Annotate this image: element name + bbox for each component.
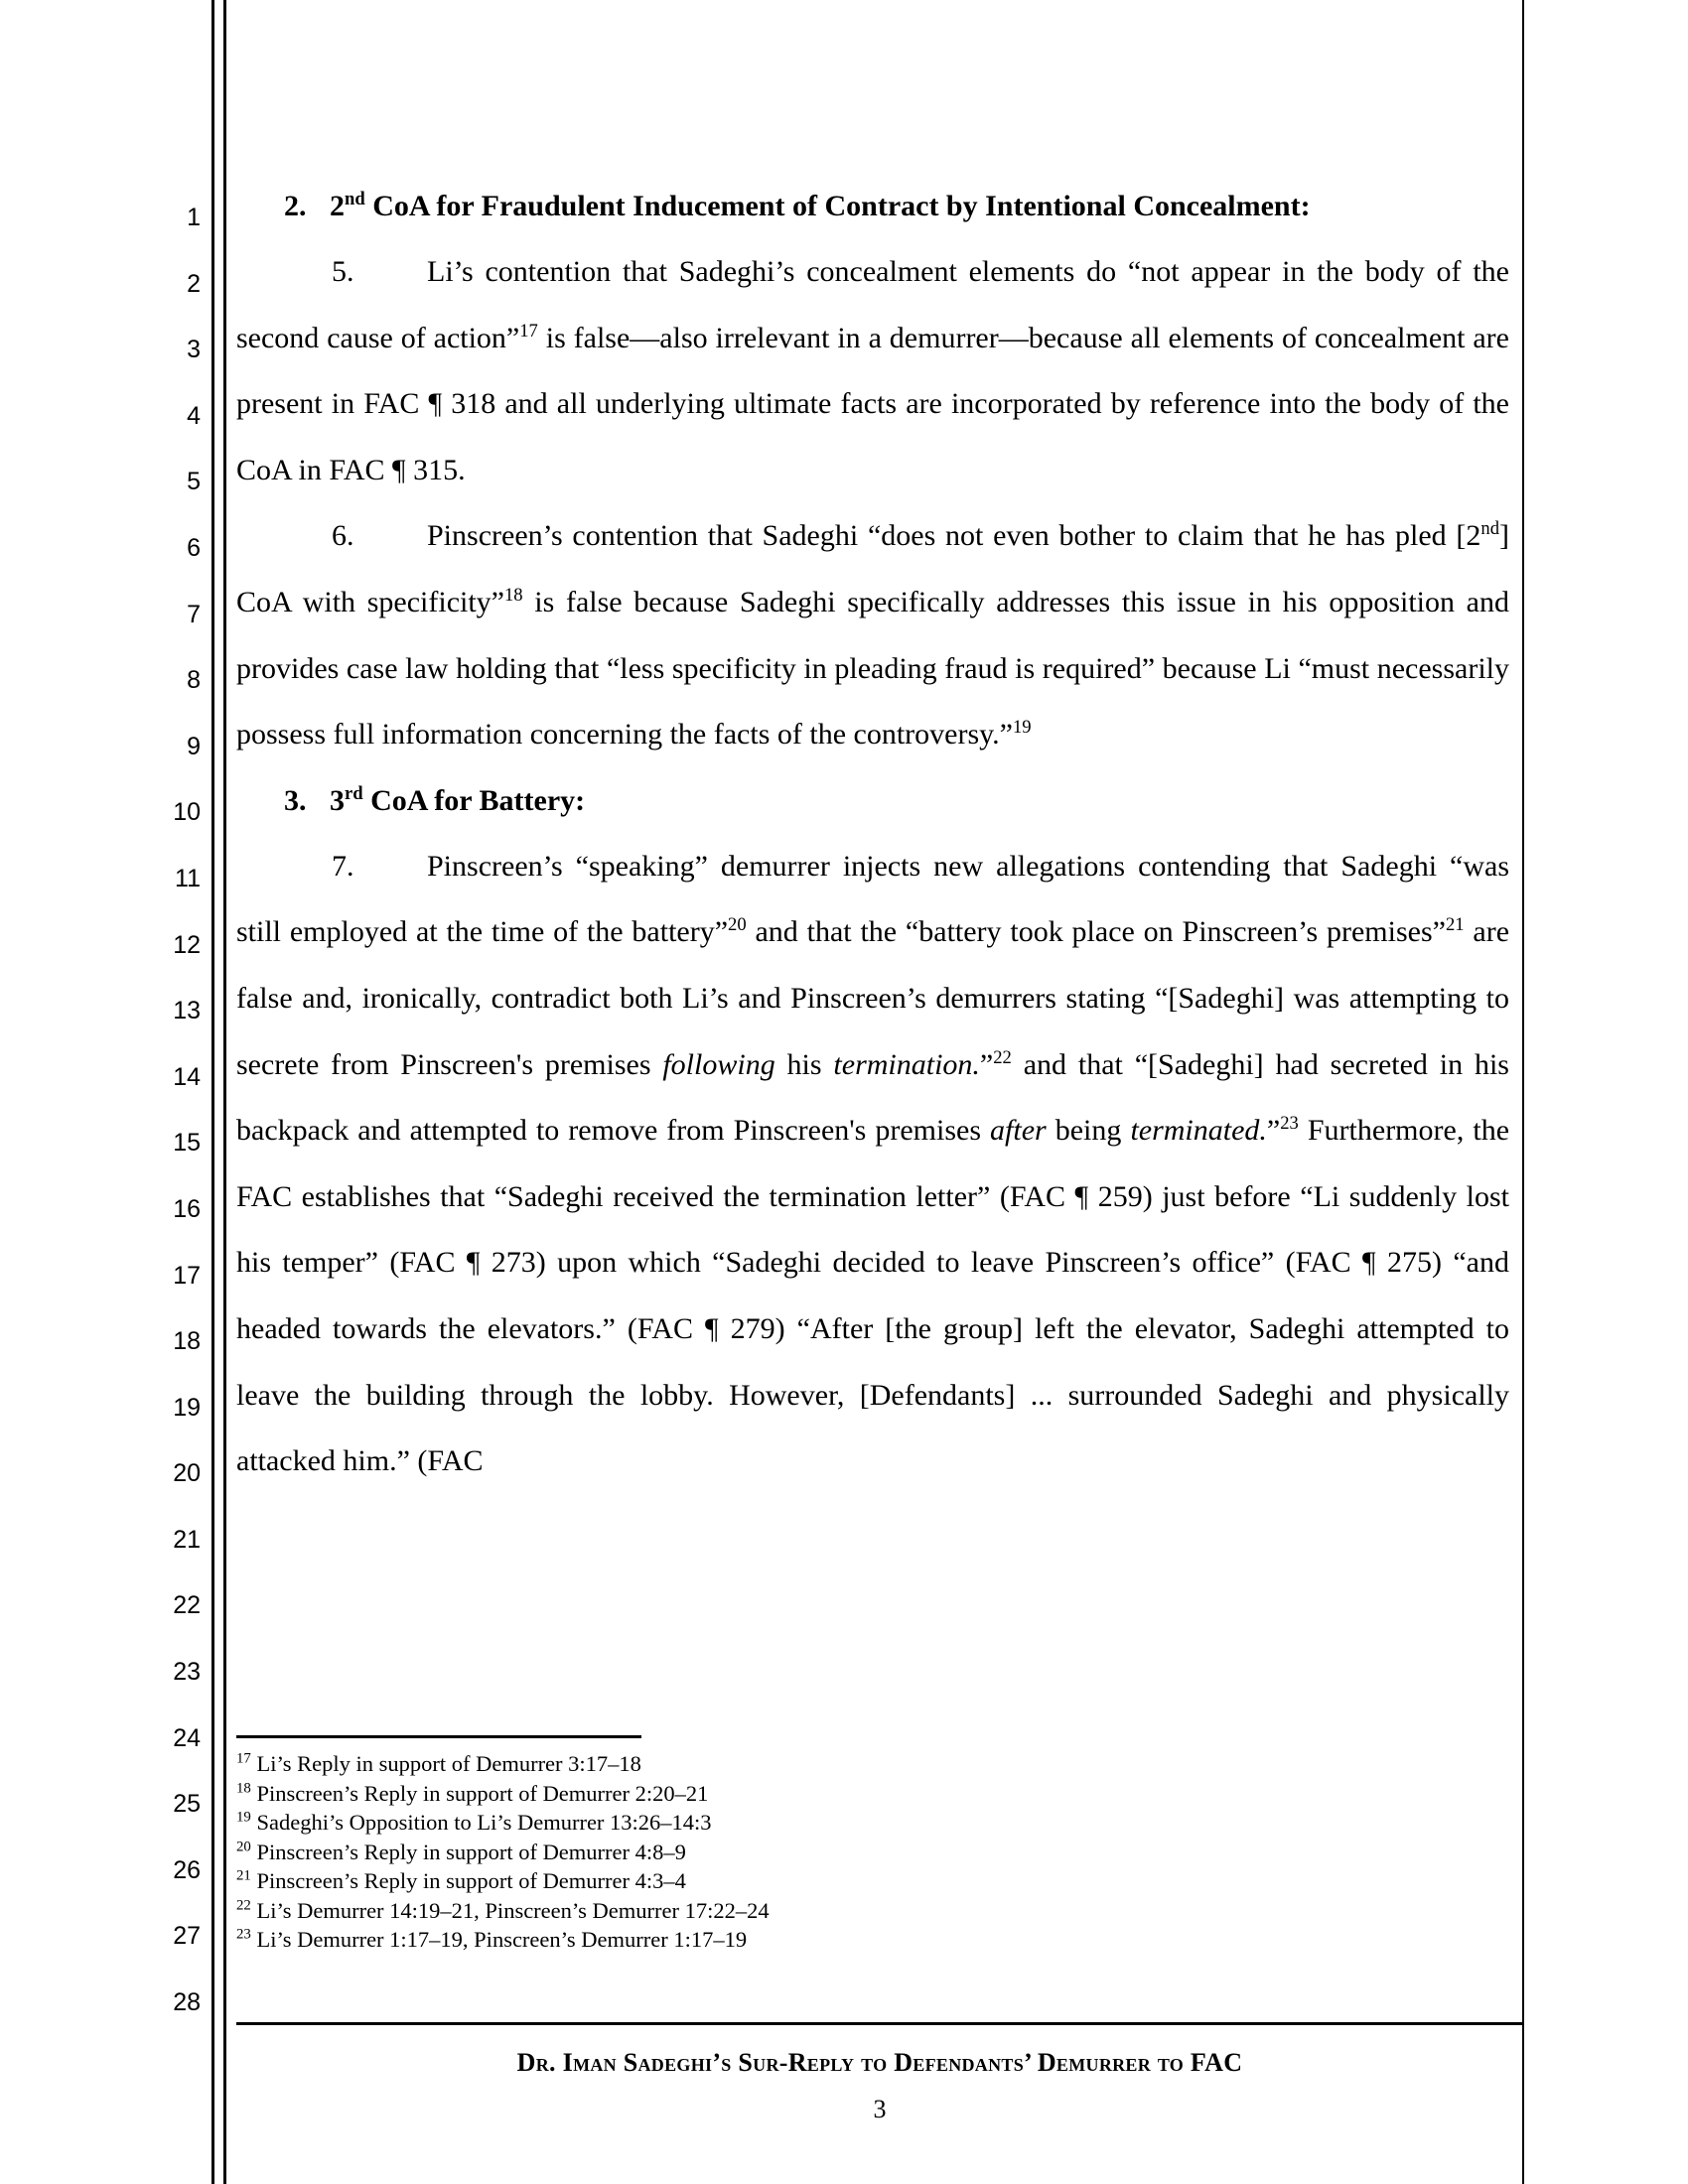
line-number: 9 [187,732,201,760]
footer-document-title: Dr. Iman Sadeghi’s Sur-Reply to Defendants’ Demurrer to FAC [516,2048,1243,2077]
pleading-rule-right [1522,0,1524,2184]
line-number: 16 [173,1194,201,1223]
footnote-marker: 19 [236,1809,251,1826]
footnote-ref-22[interactable]: 22 [993,1046,1012,1068]
heading-section-3 [236,768,1509,834]
footer-page-number: 3 [873,2095,887,2123]
footnote-text: Pinscreen’s Reply in support of Demurrer 4:8–9 [250,1839,686,1864]
footnote-marker: 18 [236,1780,251,1796]
paragraph-7-number: 7. [332,849,354,883]
footnote-text: Pinscreen’s Reply in support of Demurrer 2:20–21 [250,1780,709,1806]
paragraph-6-text-c: is false because Sadeghi specifically addresses this issue in his opposition and provides case law holding that “less specificity in pleading fraud is required” because Li “must necessarily possess full information concerning the facts of the controversy.” [236,585,1509,751]
heading-section-2-ordinal: 2 [330,190,345,222]
footnote-item [236,1749,1329,1779]
line-number: 27 [173,1922,201,1951]
paragraph-7-text-b: and that the “battery took place on Pinscreen’s premises” [746,915,1446,949]
footnote-item [236,1779,1329,1809]
paragraph-7 [236,834,1509,1495]
paragraph-6-text-a: Pinscreen’s contention that Sadeghi “does not even bother to claim that he has pled [2 [427,519,1481,553]
footnote-item [236,1896,1329,1926]
footnote-item [236,1925,1329,1955]
footnote-marker: 23 [236,1926,251,1943]
footnote-text: Pinscreen’s Reply in support of Demurrer 4:3–4 [250,1868,686,1893]
line-number: 19 [173,1393,201,1422]
heading-section-2-ordinal-suffix: nd [345,189,365,209]
paragraph-6-ordinal-suffix: nd [1480,518,1499,540]
heading-section-2-label: CoA for Fraudulent Inducement of Contract by Intentional Concealment: [364,190,1311,222]
footnote-ref-17[interactable]: 17 [519,320,538,341]
paragraph-7-text-e: ” [979,1047,994,1081]
footnote-list [236,1749,1329,1955]
footnote-item [236,1838,1329,1867]
line-number: 24 [173,1723,201,1752]
footnote-marker: 20 [236,1839,251,1854]
footnote-ref-21[interactable]: 21 [1445,914,1465,936]
heading-section-2-number: 2. [284,190,307,222]
paragraph-7-emphasis-after: after [990,1114,1047,1148]
line-number: 14 [173,1062,201,1091]
line-number: 20 [173,1459,201,1488]
paragraph-5 [236,239,1509,503]
paragraph-7-text-h: ” [1266,1114,1281,1148]
pleading-rule-left-outer [211,0,214,2184]
line-number: 3 [187,336,201,364]
line-number: 22 [173,1591,201,1620]
heading-section-3-ordinal: 3 [330,783,345,817]
footnote-marker: 22 [236,1897,251,1913]
line-number: 7 [187,600,201,628]
footnote-text: Li’s Reply in support of Demurrer 3:17–18 [250,1751,641,1776]
line-number: 25 [173,1790,201,1819]
paragraph-7-text-c: are false and, ironically, contradict both Li’s and Pinscreen’s demurrers stating “[Sadeghi] was attempting to secrete from Pinscreen's premises [236,915,1510,1081]
line-number: 5 [187,468,201,496]
paragraph-7-emphasis-following: following [662,1047,775,1081]
line-number: 18 [173,1327,201,1356]
footnote-text: Sadeghi’s Opposition to Li’s Demurrer 13:26–14:3 [250,1810,712,1835]
line-number: 10 [173,798,201,827]
paragraph-7-emphasis-termination: termination. [833,1047,980,1081]
line-number: 17 [173,1261,201,1290]
paragraph-5-text-b: is false—also irrelevant in a demurrer—because all elements of concealment are present in FAC ¶ 318 and all underlying ultimate facts are incorporated by reference into the body of the CoA in FAC ¶ 315. [236,321,1509,486]
footnote-marker: 21 [236,1867,251,1884]
footer-separator [236,2022,1523,2025]
line-number: 23 [173,1658,201,1687]
footnote-text: Li’s Demurrer 1:17–19, Pinscreen’s Demurrer 1:17–19 [250,1927,748,1952]
heading-section-2 [236,174,1509,239]
line-number: 21 [173,1525,201,1554]
line-number: 2 [187,269,201,298]
heading-section-3-label: CoA for Battery: [362,783,586,817]
paragraph-7-emphasis-terminated: terminated. [1130,1114,1267,1148]
footnote-item [236,1866,1329,1896]
paragraph-6 [236,503,1509,767]
paragraph-7-text-d: his [774,1047,834,1081]
footnote-item [236,1808,1329,1838]
line-number: 1 [187,204,201,231]
paragraph-7-text-a: Pinscreen’s “speaking” demurrer injects new allegations contending that Sadeghi “was still employed at the time of the battery” [236,849,1509,949]
document-body [236,174,1509,1495]
line-number: 12 [173,930,201,959]
footnote-text: Li’s Demurrer 14:19–21, Pinscreen’s Demurrer 17:22–24 [250,1897,770,1923]
line-number: 26 [173,1855,201,1884]
paragraph-6-text-b: ] CoA with specificity” [236,519,1509,618]
footnote-ref-18[interactable]: 18 [504,584,523,606]
line-number: 6 [187,533,201,562]
line-number: 8 [187,666,201,695]
line-number: 11 [175,864,201,892]
heading-section-3-number: 3. [284,783,307,817]
footnote-ref-23[interactable]: 23 [1280,1113,1299,1135]
paragraph-7-text-g: being [1046,1114,1131,1148]
line-number: 28 [173,1988,201,2017]
line-number-column [149,185,201,2036]
line-number: 4 [187,401,201,430]
footnote-marker: 17 [236,1750,251,1767]
line-number: 13 [173,997,201,1025]
paragraph-7-text-i: Furthermore, the FAC establishes that “Sadeghi received the termination letter” (FAC ¶ 259) just before “Li suddenly lost his temper” (FAC ¶ 273) upon which “Sadeghi decided to leave Pinscreen’s office” (FAC ¶ 275) “and headed towards the elevators.” (FAC ¶ 279) “After [the group] left the elevator, Sadeghi attempted to leave the building through the lobby. However, [Defendants] ... surrounded Sadeghi and physically attacked him.” (FAC [236,1114,1510,1478]
footnote-separator [236,1735,641,1738]
footnote-ref-20[interactable]: 20 [728,914,747,936]
footnote-ref-19[interactable]: 19 [1013,717,1032,739]
line-number: 15 [173,1129,201,1158]
paragraph-5-number: 5. [332,255,354,288]
pleading-rule-left-inner [223,0,226,2184]
heading-section-3-ordinal-suffix: rd [345,782,363,804]
paragraph-5-text-a: Li’s contention that Sadeghi’s concealment elements do “not appear in the body of the second cause of action” [236,255,1509,354]
paragraph-7-text-f: and that “[Sadeghi] had secreted in his backpack and attempted to remove from Pinscreen's premises [236,1047,1509,1148]
paragraph-6-number: 6. [332,519,354,553]
